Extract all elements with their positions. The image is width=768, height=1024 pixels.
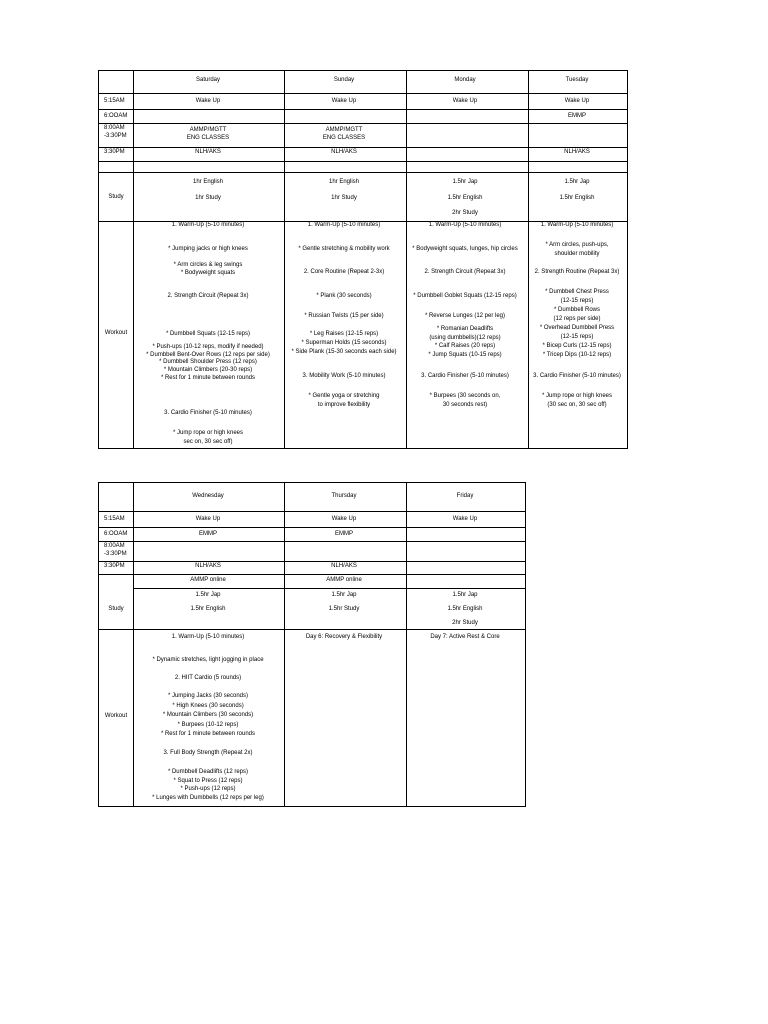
workout-sat-6: 3. Cardio Finisher (5-10 minutes) [164, 410, 252, 416]
emmp-wednesday: EMMP [199, 531, 217, 537]
workout-sun-3: * Plank (30 seconds) [316, 293, 372, 299]
header-tuesday: Tuesday [565, 77, 589, 83]
header-thursday: Thursday [331, 493, 357, 499]
workout-sun-0: 1. Warm-Up (5-10 minutes) [307, 222, 381, 228]
workout-tue-1: * Arm circles, push-ups, shoulder mobility [545, 242, 609, 257]
time-800: 8:00AM -3:30PM [104, 125, 127, 139]
time2-330: 3:30PM [104, 563, 125, 569]
study2-label: Study [108, 606, 124, 612]
study-sat-1: 1hr English [192, 179, 224, 185]
workout-wed-1: * Dynamic stretches, light jogging in place [152, 657, 264, 663]
time-600: 6:OOAM [104, 113, 128, 119]
study-mon-1: 1.5hr Jap [452, 179, 478, 185]
study-thu-2: 1.5hr Study [328, 606, 360, 612]
workout-sun-2: 2. Core Routine (Repeat 2-3x) [303, 269, 385, 275]
nlh-wednesday: NLH/AKS [195, 563, 221, 569]
time-515: 5:15AM [104, 98, 125, 104]
study-mon-3: 2hr Study [452, 210, 478, 216]
workout-tue-4: 3. Cardio Finisher (5-10 minutes) [533, 373, 621, 379]
study-fri-2: 1.5hr English [447, 606, 483, 612]
header-monday: Monday [454, 77, 476, 83]
workout-mon-0: 1. Warm-Up (5-10 minutes) [428, 222, 502, 228]
wake-sunday: Wake Up [331, 98, 357, 104]
workout-tue-0: 1. Warm-Up (5-10 minutes) [540, 222, 614, 228]
wake-thursday: Wake Up [331, 516, 357, 522]
wake-monday: Wake Up [452, 98, 478, 104]
workout-wed-3: * Jumping Jacks (30 seconds) * High Knees (30 seconds) * Mountain Climbers (30 seconds) * Burpees (10-12 reps) * Rest for 1 minute between rounds [160, 693, 256, 737]
nlh-tuesday: NLH/AKS [564, 149, 590, 155]
wake-friday: Wake Up [452, 516, 478, 522]
wake-tuesday: Wake Up [564, 98, 590, 104]
header-saturday: Saturday [195, 77, 221, 83]
workout-wed-2: 2. HIIT Cardio (5 rounds) [174, 675, 242, 681]
nlh-sunday: NLH/AKS [331, 149, 357, 155]
study-label: Study [108, 194, 124, 200]
online-wednesday: AMMP online [190, 577, 226, 583]
online-thursday: AMMP online [326, 577, 362, 583]
wake-saturday: Wake Up [195, 98, 221, 104]
study-thu-1: 1.5hr Jap [331, 592, 357, 598]
header-friday: Friday [456, 493, 474, 499]
wake-wednesday: Wake Up [195, 516, 221, 522]
workout-label: Workout [104, 330, 128, 336]
workout-sat-7: * Jump rope or high knees sec on, 30 sec off) [172, 430, 244, 445]
time-330: 3:30PM [104, 149, 125, 155]
workout-mon-1: * Bodyweight squats, lunges, hip circles [412, 246, 518, 252]
workout-tue-2: 2. Strength Routine (Repeat 3x) [534, 269, 620, 275]
workout-sat-1: * Jumping jacks or high knees [168, 246, 248, 252]
schedule-table-2 [98, 482, 526, 807]
time2-800: 8:00AM -3:30PM [104, 543, 127, 557]
workout2-label: Workout [104, 713, 128, 719]
header-sunday: Sunday [333, 77, 355, 83]
workout-mon-3: * Dumbbell Goblet Squats (12-15 reps) [413, 293, 517, 299]
workout-sat-3: 2. Strength Circuit (Repeat 3x) [167, 293, 249, 299]
study-fri-1: 1.5hr Jap [452, 592, 478, 598]
workout-wed-4: 3. Full Body Strength (Repeat 2x) [163, 750, 253, 756]
workout-wed-5: * Dumbbell Deadlifts (12 reps) * Squat to Press (12 reps) * Push-ups (12 reps) * Lunges with Dumbbells (12 reps per leg) [152, 769, 264, 802]
workout-sun-7: * Gentle yoga or stretching to improve flexibility [308, 393, 380, 408]
workout-sat-0: 1. Warm-Up (5-10 minutes) [171, 222, 245, 228]
study-fri-3: 2hr Study [452, 620, 478, 626]
nlh-saturday: NLH/AKS [195, 149, 221, 155]
workout-sat-5: * Push-ups (10-12 reps, modify if needed) * Dumbbell Bent-Over Rows (12 reps per side) * Dumbbell Shoulder Press (12 reps) * Mountain Climbers (20-30 reps) * Rest for 1 minute between rounds [146, 344, 270, 381]
workout-sun-6: 3. Mobility Work (5-10 minutes) [302, 373, 386, 379]
workout-sun-1: * Gentle stretching & mobility work [298, 246, 390, 252]
study-wed-1: 1.5hr Jap [195, 592, 221, 598]
workout-wed-0: 1. Warm-Up (5-10 minutes) [171, 634, 245, 640]
workout-mon-7: * Burpees (30 seconds on, 30 seconds rest) [429, 393, 501, 408]
workout-tue-5: * Jump rope or high knees (30 sec on, 30 sec off) [541, 393, 613, 408]
time2-515: 5:15AM [104, 516, 125, 522]
study-wed-2: 1.5hr English [190, 606, 226, 612]
workout-mon-5: * Romanian Deadlifts (using dumbbells)(12 reps) * Calf Raises (20 reps) * Jump Squats (10-15 reps) [428, 326, 502, 359]
study-sun-1: 1hr English [328, 179, 360, 185]
workout-mon-4: * Reverse Lunges (12 per leg) [424, 313, 506, 319]
emmp-thursday: EMMP [335, 531, 353, 537]
workout-tue-3: * Dumbbell Chest Press (12-15 reps) * Dumbbell Rows (12 reps per side) * Overhead Dumbbell Press (12-15 reps) * Bicep Curls (12-15 reps) * Tricep Dips (10-12 reps) [539, 289, 615, 358]
workout-sat-2: * Arm circles & leg swings * Bodyweight squats [173, 262, 243, 276]
time2-600: 6:OOAM [104, 531, 128, 537]
workout-fri-0: Day 7: Active Rest & Core [430, 634, 500, 640]
emmp-tuesday: EMMP [568, 113, 586, 119]
workout-sun-4: * Russian Twists (15 per side) [304, 313, 384, 319]
study-sat-2: 1hr Study [195, 195, 221, 201]
study-sun-2: 1hr Study [331, 195, 357, 201]
workout-mon-6: 3. Cardio Finisher (5-10 minutes) [421, 373, 509, 379]
study-tue-1: 1.5hr Jap [564, 179, 590, 185]
classes-saturday: AMMP/MGTT ENG CLASSES [186, 127, 230, 141]
workout-thu-0: Day 6: Recovery & Flexibility [305, 634, 383, 640]
header-wednesday: Wednesday [192, 493, 224, 499]
workout-sun-5: * Leg Raises (12-15 reps) * Superman Holds (15 seconds) * Side Plank (15-30 seconds each side) [291, 331, 397, 355]
nlh-thursday: NLH/AKS [331, 563, 357, 569]
classes-sunday: AMMP/MGTT ENG CLASSES [322, 127, 366, 141]
study-mon-2: 1.5hr English [447, 195, 483, 201]
workout-mon-2: 2. Strength Circuit (Repeat 3x) [424, 269, 506, 275]
workout-sat-4: * Dumbbell Squats (12-15 reps) [165, 331, 251, 337]
study-tue-2: 1.5hr English [559, 195, 595, 201]
